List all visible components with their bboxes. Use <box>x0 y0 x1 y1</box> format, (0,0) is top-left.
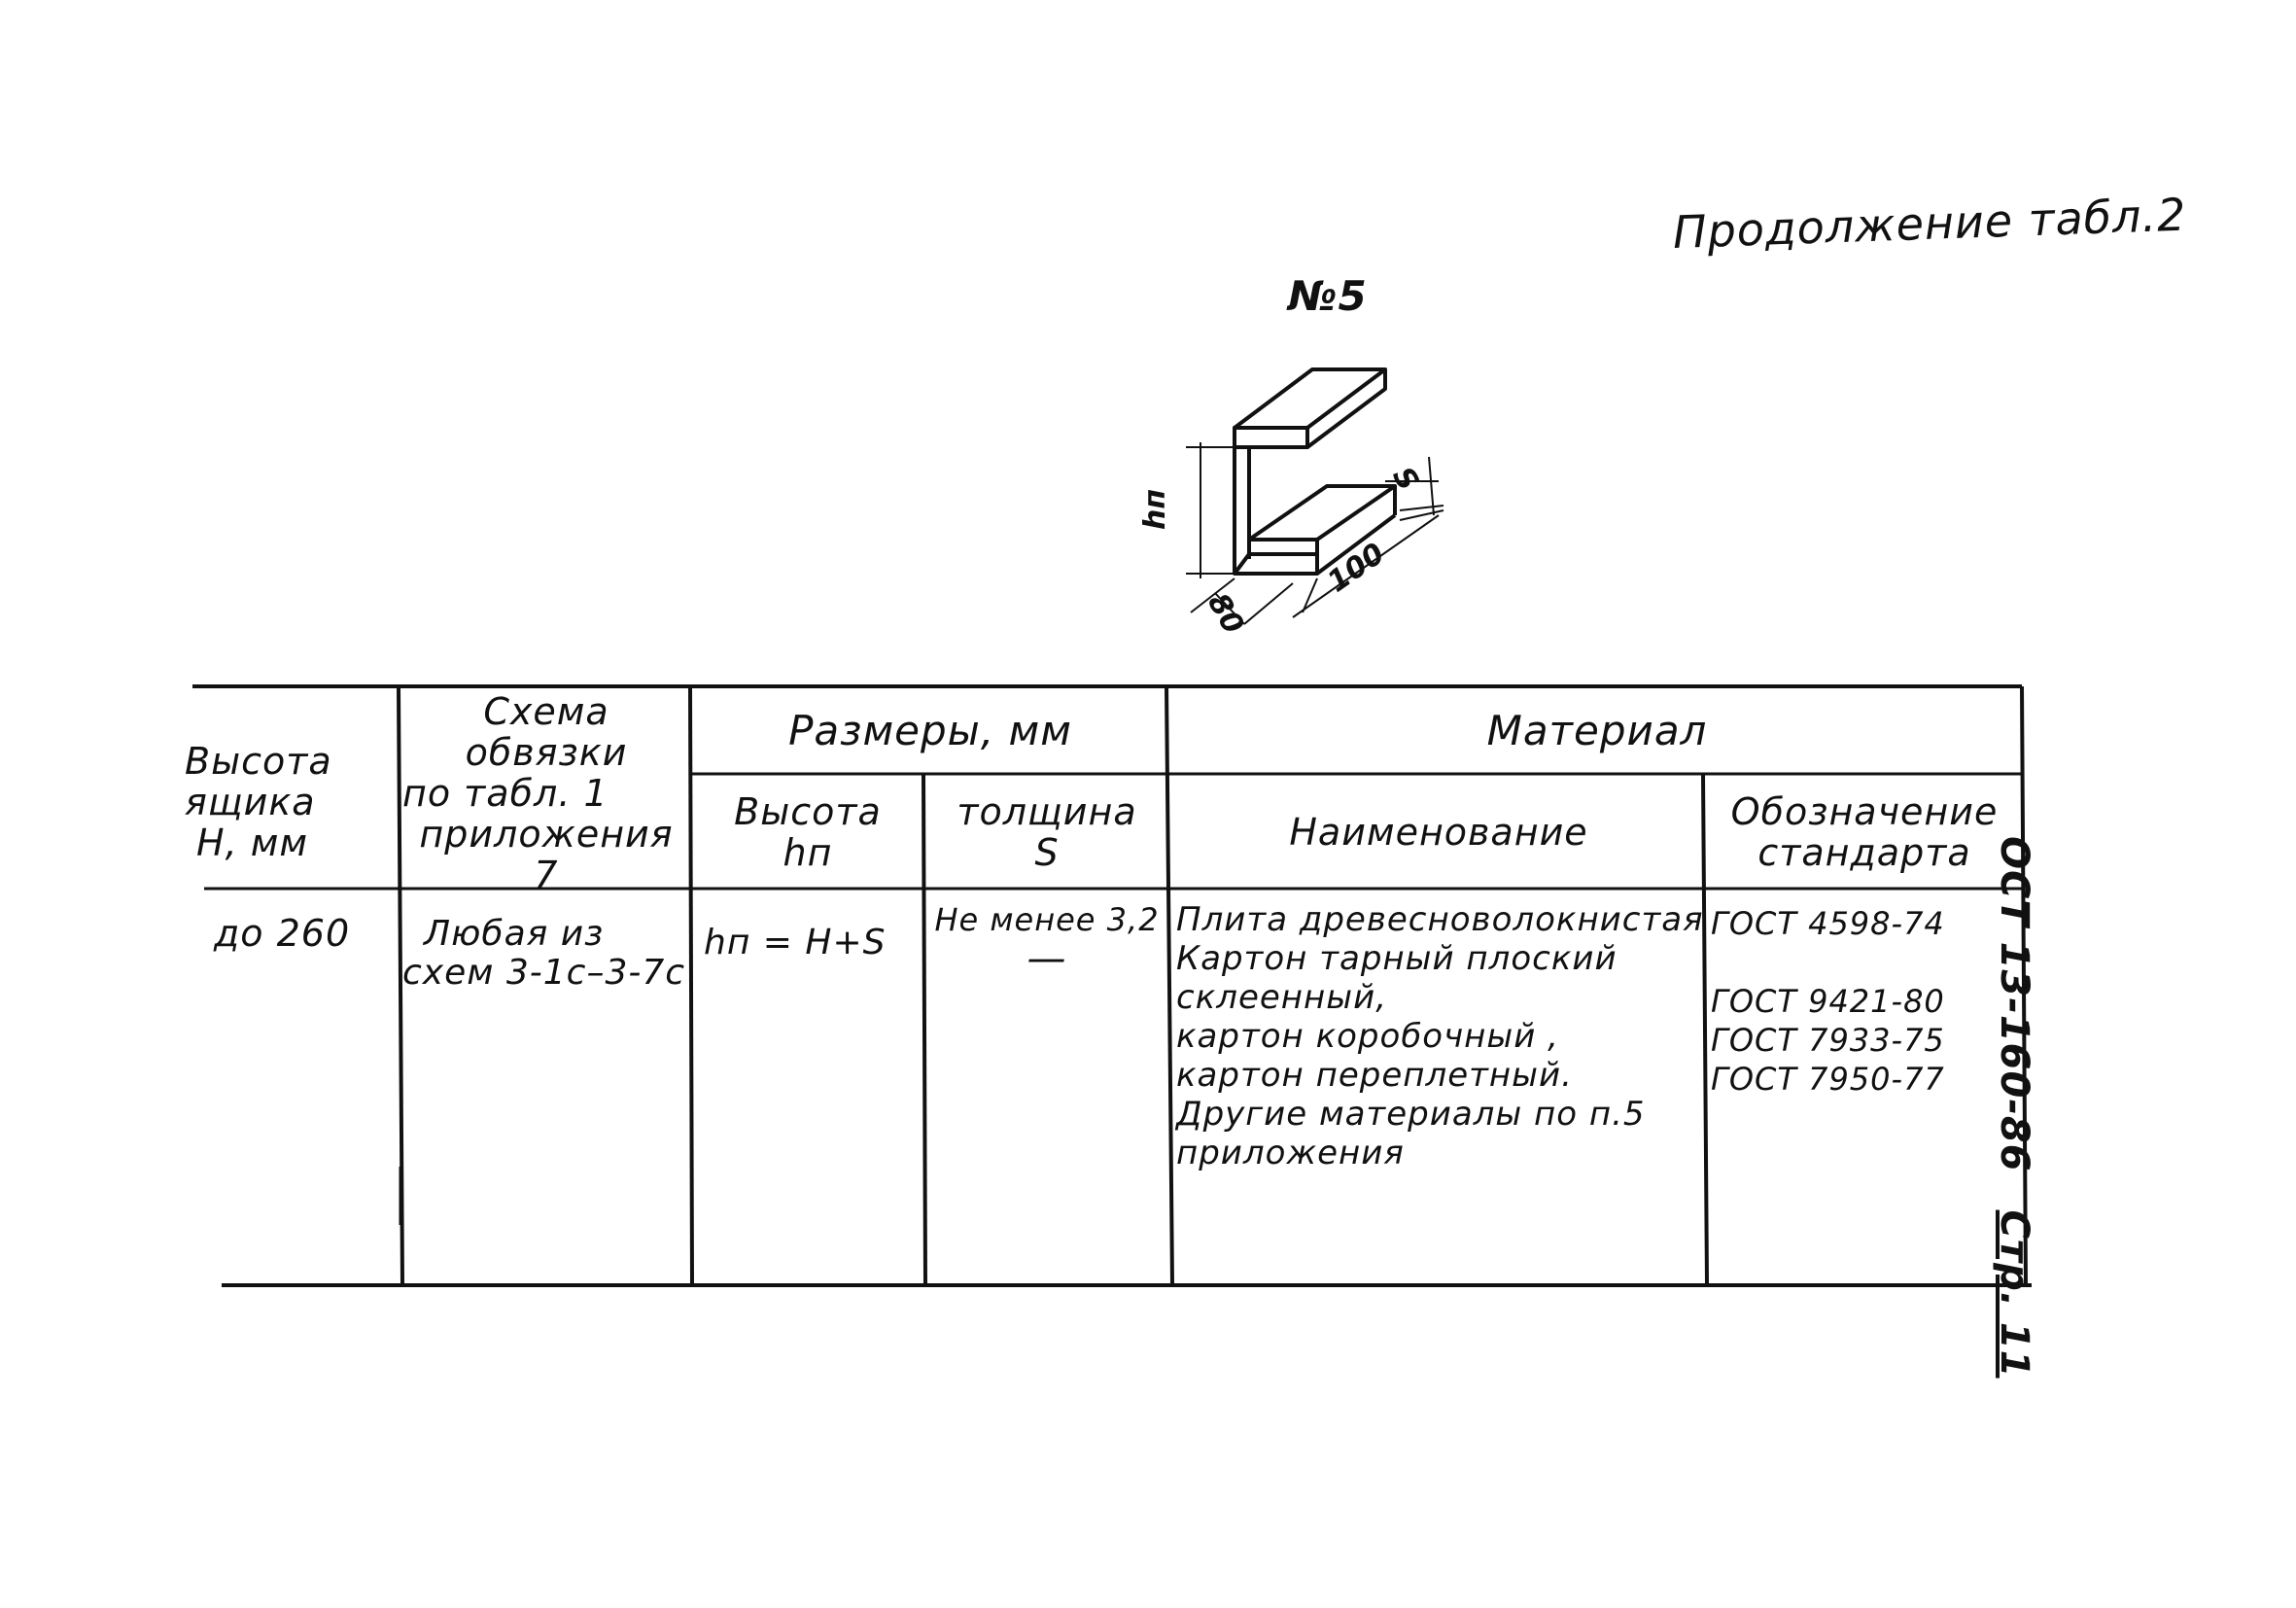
material-standard-2: ГОСТ 9421-80 <box>1711 983 1945 1020</box>
material-standard-4: ГОСТ 7950-77 <box>1711 1061 1945 1098</box>
material-name-4: картон коробочный , <box>1176 1017 1559 1056</box>
header-scheme-line1: Схема обвязки <box>465 690 628 774</box>
row-size-thickness-line1: Не менее 3,2 <box>934 901 1160 938</box>
header-size-thickness-line1: толщина <box>957 790 1137 833</box>
header-size-height-line1: Высота <box>734 790 882 833</box>
material-standard-3: ГОСТ 7933-75 <box>1711 1022 1945 1059</box>
dimension-width-label: 100 <box>1321 536 1391 600</box>
material-name-2: Картон тарный плоский <box>1176 939 1618 978</box>
row-size-height: hп = Н+S <box>704 923 887 962</box>
material-name-5: картон переплетный. <box>1176 1056 1573 1095</box>
header-material-name: Наименование <box>1289 811 1588 854</box>
header-box-height-line3: Н, мм <box>196 821 309 864</box>
row-scheme-line1: Любая из <box>424 914 605 954</box>
header-box-height-line1: Высота <box>185 740 332 783</box>
row-scheme-line2: схем 3-1с–3-7с <box>402 953 686 993</box>
row-material-standards <box>1711 904 2022 1137</box>
row-scheme <box>402 900 690 1007</box>
row-size-thickness <box>925 900 1168 1007</box>
material-standard-1: ГОСТ 4598-74 <box>1711 905 1945 942</box>
material-name-1: Плита древесноволокнистая <box>1176 900 1704 939</box>
row-box-height: до 260 <box>214 912 351 955</box>
row-size-thickness-line2: — <box>1026 936 1067 981</box>
header-scheme-line2: по табл. 1 <box>402 772 609 815</box>
header-scheme <box>402 690 690 896</box>
material-name-6: Другие материалы по п.5 <box>1176 1095 1646 1134</box>
dimension-height-label: hп <box>1138 488 1172 530</box>
dimension-depth-label: 80 <box>1200 587 1251 641</box>
figure-number: №5 <box>1288 272 1368 320</box>
material-name-7: приложения <box>1176 1134 1405 1172</box>
header-size-thickness-line2: S <box>1034 831 1060 874</box>
side-document-code <box>1992 836 2036 1379</box>
continuation-label: Продолжение табл.2 <box>1672 188 2188 259</box>
header-size-height-line2: hп <box>783 831 833 874</box>
side-standard-code: ОСТ 13-160-86 <box>1992 836 2036 1172</box>
header-box-height <box>185 719 399 885</box>
side-page-number: Стр. 11 <box>1992 1209 2036 1379</box>
header-group-material: Материал <box>1486 707 1708 754</box>
row-material-names <box>1176 900 1709 1211</box>
dimension-thickness-label: S <box>1385 461 1426 497</box>
header-material-standard <box>1707 778 2022 887</box>
header-group-sizes: Размеры, мм <box>788 707 1072 754</box>
header-size-thickness <box>925 778 1168 887</box>
header-material-standard-line1: Обозначение <box>1730 790 1999 833</box>
header-scheme-line3: приложения 7 <box>419 813 674 896</box>
header-size-height <box>692 778 923 887</box>
material-name-3: склеенный, <box>1176 978 1388 1017</box>
header-box-height-line2: ящика <box>185 781 316 823</box>
header-material-standard-line2: стандарта <box>1757 831 1971 874</box>
